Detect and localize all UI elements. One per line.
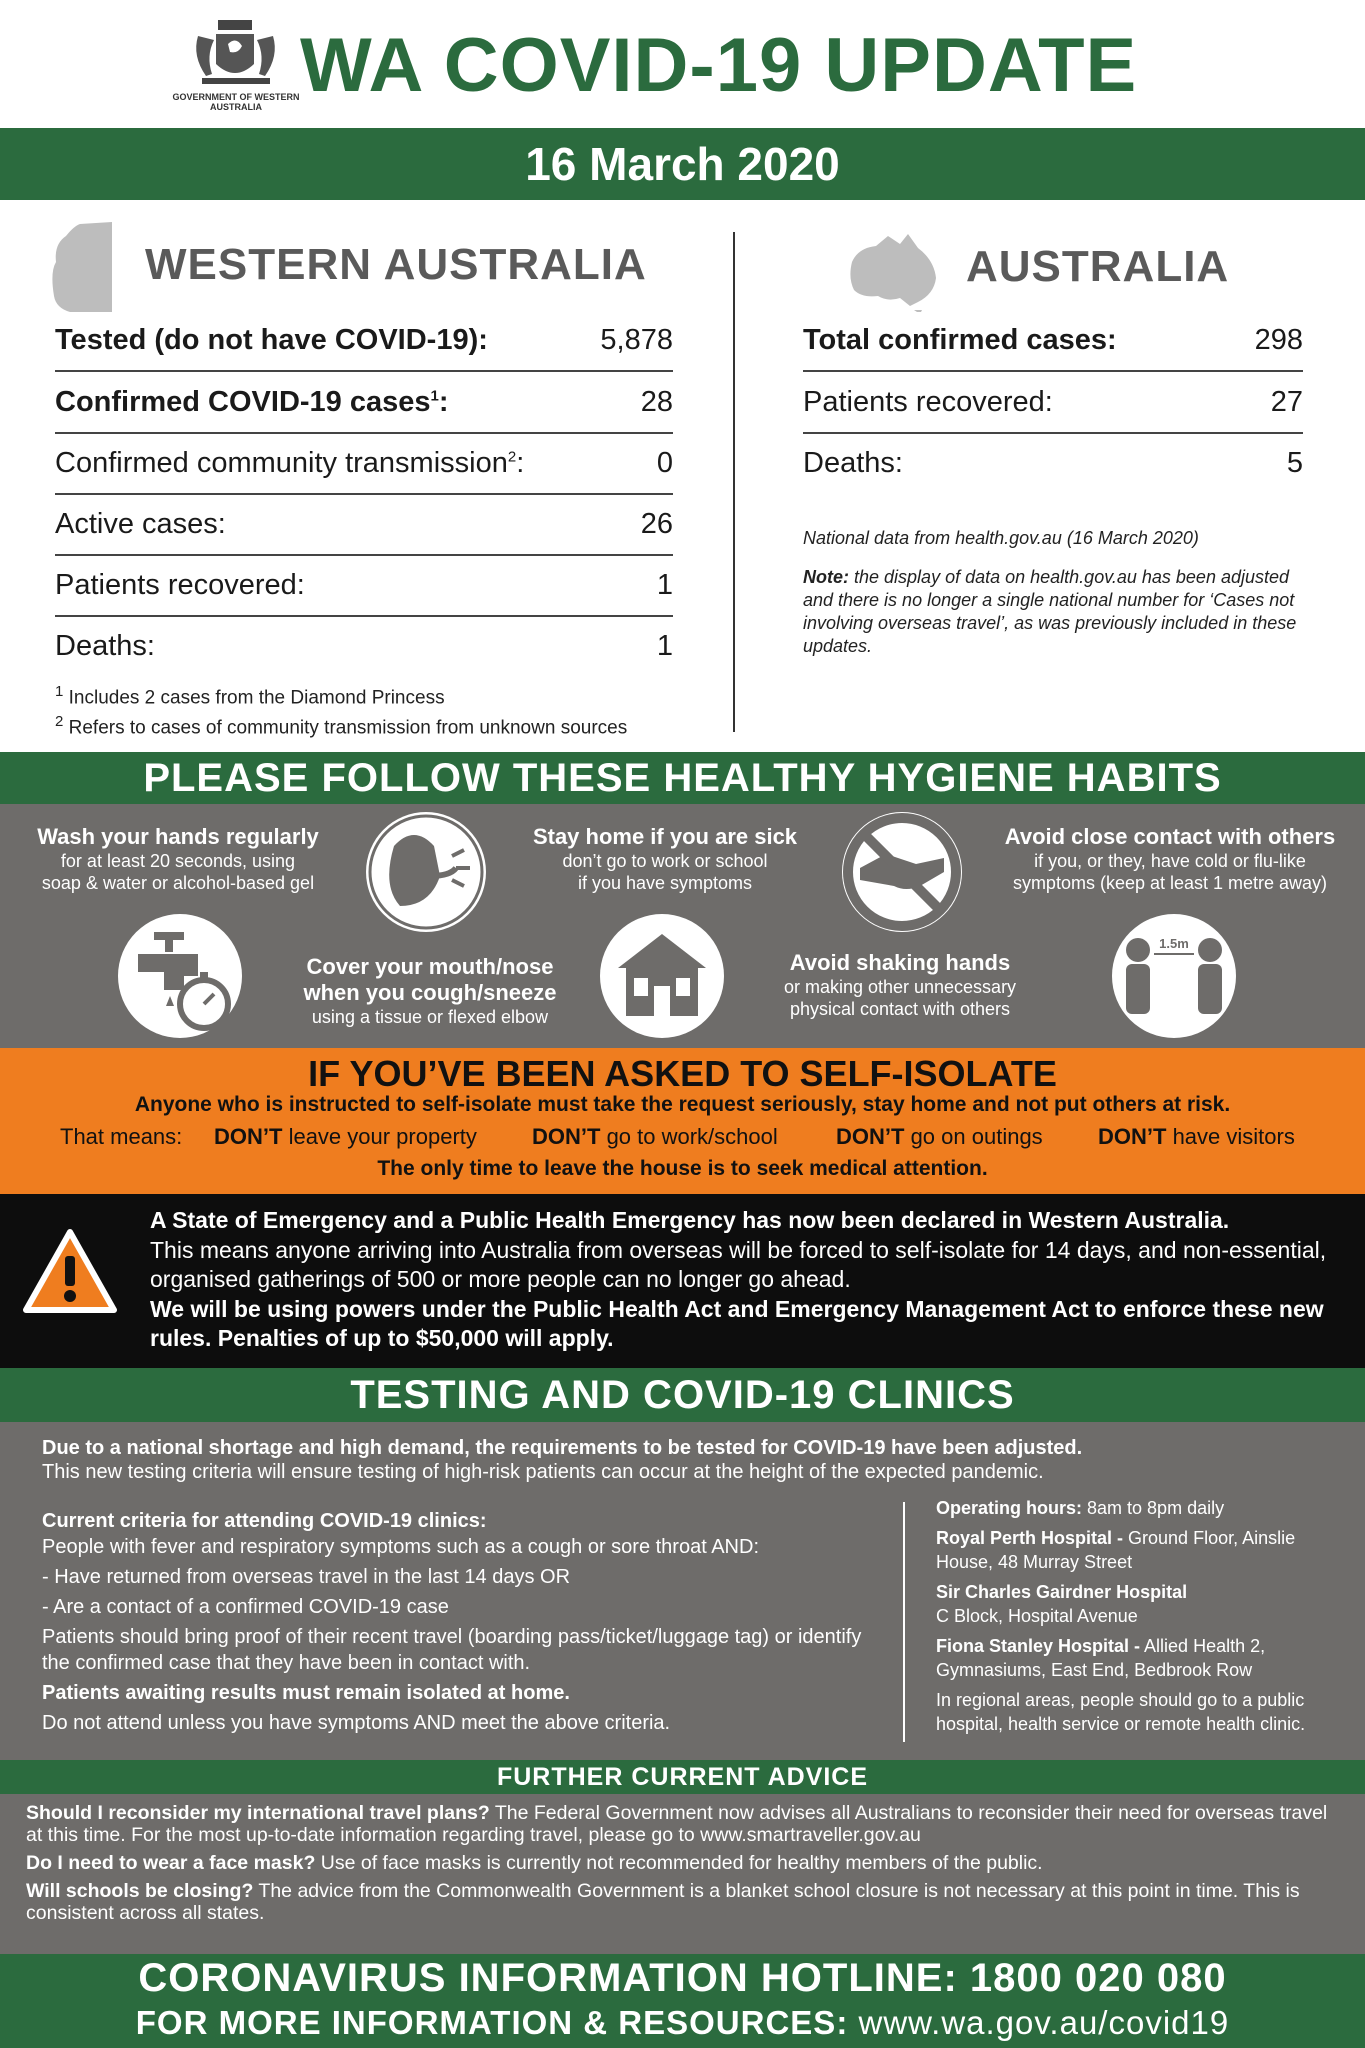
stat-value: 27: [1270, 385, 1303, 418]
dont-label: DON’T: [532, 1124, 601, 1149]
habit-heading: Cover your mouth/nose: [306, 954, 554, 979]
habit-sub: if you have symptoms: [577, 873, 753, 893]
stat-label-suffix: :: [438, 385, 449, 418]
habit-sub: symptoms (keep at least 1 metre away): [1012, 873, 1328, 893]
habit-heading: Wash your hands regularly: [37, 824, 319, 849]
footnote-mark: 1: [430, 386, 439, 404]
wa-stat-community: [55, 433, 673, 495]
self-isolate-only-time: The only time to leave the house is to seek medical attention.: [377, 1157, 988, 1180]
clinic-royal-perth: [936, 1526, 1346, 1574]
habit-heading: Avoid close contact with others: [1004, 824, 1336, 849]
dont-label: DON’T: [214, 1124, 283, 1149]
clinic-fiona-stanley: [936, 1634, 1346, 1682]
habit-heading: Avoid shaking hands: [789, 950, 1011, 975]
advice-item-mask: [26, 1852, 1346, 1874]
more-info-link[interactable]: www.wa.gov.au/covid19: [848, 2004, 1230, 2041]
habit-heading: when you cough/sneeze: [303, 980, 557, 1005]
distance-label: 1.5m: [1159, 936, 1189, 951]
testing-criteria: [42, 1508, 887, 1736]
habit-no-handshake: [740, 950, 1060, 1020]
emergency-line-1: A State of Emergency and a Public Health Emergency has now been declared in Western Australia.: [150, 1207, 1230, 1233]
stat-value: 1: [656, 568, 673, 601]
operating-hours: [936, 1496, 1346, 1520]
clinic-name: Royal Perth Hospital -: [936, 1528, 1124, 1548]
advice-question: Should I reconsider my international travel plans?: [26, 1802, 490, 1824]
footnote-1: [55, 680, 695, 710]
dont-item-outings: [836, 1124, 1043, 1150]
stat-label: Confirmed COVID-19 cases: [55, 385, 431, 418]
emergency-line-3: We will be using powers under the Public Health Act and Emergency Management Act to enforce these new rules. Penalties of up to $50,000 will apply.: [150, 1296, 1324, 1351]
criteria-line: Do not attend unless you have symptoms AND meet the above criteria.: [42, 1712, 671, 1734]
wa-stat-recovered: [55, 555, 673, 617]
criteria-line: - Have returned from overseas travel in the last 14 days OR: [42, 1566, 571, 1588]
stat-label: Deaths:: [55, 629, 155, 662]
means-label: That means:: [60, 1124, 183, 1149]
dont-text: go on outings: [904, 1124, 1043, 1149]
advice-answer: The advice from the Commonwealth Government is a blanket school closure is not necessary at this point in time. This is consistent across all states.: [26, 1880, 1300, 1924]
dont-item-work: [532, 1124, 778, 1150]
hotline-number: CORONAVIRUS INFORMATION HOTLINE: 1800 020 080: [138, 1956, 1227, 2000]
aus-stat-deaths: [803, 433, 1303, 493]
warning-icon: [22, 1228, 118, 1316]
dont-item-visitors: [1098, 1124, 1295, 1150]
advice-item-travel: [26, 1802, 1346, 1846]
footnote-text: Refers to cases of community transmission from unknown sources: [68, 717, 628, 739]
stat-label-suffix: :: [516, 446, 525, 479]
stat-label: Patients recovered:: [55, 568, 305, 601]
dont-text: leave your property: [282, 1124, 477, 1149]
more-info: [0, 2004, 1365, 2042]
wa-stat-active: [55, 494, 673, 556]
clinic-sir-charles: [936, 1580, 1346, 1628]
house-icon: [596, 910, 728, 1042]
stat-label: Tested (do not have COVID-19):: [55, 323, 488, 356]
stat-label: Total confirmed cases:: [803, 323, 1117, 356]
note-label: Note:: [803, 567, 849, 587]
habit-sub: soap & water or alcohol-based gel: [41, 873, 315, 893]
aus-stat-recovered: [803, 372, 1303, 434]
sneeze-icon: [360, 806, 492, 938]
more-info-label: FOR MORE INFORMATION & RESOURCES:: [135, 2004, 849, 2041]
aus-section-title: AUSTRALIA: [966, 242, 1230, 291]
dont-text: have visitors: [1166, 1124, 1295, 1149]
clinic-name: Sir Charles Gairdner Hospital: [936, 1582, 1188, 1602]
wa-section-title: WESTERN AUSTRALIA: [145, 240, 647, 289]
crest-label: GOVERNMENT OF WESTERN AUSTRALIA: [172, 92, 300, 112]
advice-question: Will schools be closing?: [26, 1880, 254, 1902]
emergency-text: [150, 1206, 1340, 1354]
testing-intro-bold: Due to a national shortage and high demand, the requirements to be tested for COVID-19 have been adjusted.: [42, 1437, 1083, 1459]
advice-item-schools: [26, 1880, 1346, 1924]
habit-avoid-contact: [990, 824, 1350, 894]
stat-label: Active cases:: [55, 507, 226, 540]
clinic-address: Ground Floor, Ainslie House, 48 Murray Street: [936, 1528, 1296, 1572]
tap-timer-icon: [114, 910, 246, 1042]
self-isolate-subtitle: Anyone who is instructed to self-isolate must take the request seriously, stay home and not put others at risk.: [134, 1093, 1231, 1116]
advice-answer: The Federal Government now advises all Australians to reconsider their need for overseas travel at this time. For the most up-to-date information regarding travel, please go to www.smartraveller.gov.au: [26, 1802, 1328, 1846]
dont-label: DON’T: [1098, 1124, 1167, 1149]
wa-stat-confirmed: [55, 372, 673, 434]
testing-bar: [0, 1368, 1365, 1422]
hygiene-bar: [0, 752, 1365, 804]
clinic-address: Allied Health 2, Gymnasiums, East End, Bedbrook Row: [936, 1636, 1266, 1680]
clinic-list: [936, 1496, 1346, 1742]
self-isolate-title: IF YOU’VE BEEN ASKED TO SELF-ISOLATE: [308, 1053, 1057, 1094]
habit-sub: for at least 20 seconds, using: [60, 851, 296, 871]
advice-text: [26, 1802, 1346, 1930]
clinic-name: Fiona Stanley Hospital -: [936, 1636, 1141, 1656]
criteria-title: Current criteria for attending COVID-19 clinics:: [42, 1510, 487, 1532]
habit-sub: if you, or they, have cold or flu-like: [1034, 851, 1306, 871]
advice-title: FURTHER CURRENT ADVICE: [496, 1763, 869, 1791]
hours-value: 8am to 8pm daily: [1082, 1498, 1225, 1518]
column-divider: [733, 232, 735, 732]
page-title: WA COVID-19 UPDATE: [300, 23, 1138, 108]
criteria-line: Patients should bring proof of their recent travel (boarding pass/ticket/luggage tag) or identify the confirmed case that they have been in contact with.: [42, 1626, 862, 1674]
date-bar: [0, 128, 1365, 200]
stat-value: 1: [656, 629, 673, 662]
criteria-line: Patients awaiting results must remain isolated at home.: [42, 1682, 570, 1704]
habit-cover-mouth: [270, 954, 590, 1028]
footnote-text: Includes 2 cases from the Diamond Princess: [68, 687, 445, 709]
advice-answer: Use of face masks is currently not recommended for healthy members of the public.: [315, 1852, 1043, 1874]
dont-text: go to work/school: [600, 1124, 778, 1149]
habit-sub: physical contact with others: [789, 999, 1011, 1019]
wa-footnotes: [55, 680, 695, 741]
testing-divider: [903, 1502, 905, 1742]
footnote-mark: 2: [55, 713, 64, 731]
stat-value: 298: [1254, 323, 1303, 356]
clinic-address: C Block, Hospital Avenue: [936, 1606, 1138, 1626]
habit-wash-hands: [18, 824, 338, 894]
habit-heading: Stay home if you are sick: [532, 824, 798, 849]
testing-intro-text: This new testing criteria will ensure testing of high-risk patients can occur at the height of the expected pandemic.: [42, 1461, 1044, 1483]
australia-map-icon: [848, 232, 940, 312]
criteria-line: People with fever and respiratory symptoms such as a cough or sore throat AND:: [42, 1536, 760, 1558]
footnote-2: [55, 710, 695, 740]
distance-icon: [1108, 910, 1240, 1042]
stat-label: Patients recovered:: [803, 385, 1053, 418]
stat-value: 5: [1286, 446, 1303, 479]
testing-intro: [42, 1436, 1332, 1484]
no-handshake-icon: [836, 806, 968, 938]
advice-bar: [0, 1760, 1365, 1794]
habit-sub: don’t go to work or school: [562, 851, 768, 871]
stat-label: Deaths:: [803, 446, 903, 479]
aus-stat-total: [803, 310, 1303, 372]
habit-sub: or making other unnecessary: [783, 977, 1017, 997]
update-date: 16 March 2020: [525, 138, 840, 190]
emergency-line-2: This means anyone arriving into Australia from overseas will be forced to self-isolate for 14 days, and non-essential, organised gatherings of 500 or more people can no longer go ahead.: [150, 1237, 1327, 1292]
wa-stat-deaths: [55, 616, 673, 676]
dont-label: DON’T: [836, 1124, 905, 1149]
habit-stay-home: [505, 824, 825, 894]
footnote-mark: 1: [55, 683, 64, 700]
note-text: the display of data on health.gov.au has been adjusted and there is no longer a single national number for ‘Cases not involving overseas travel’, as was previously included in these updates.: [803, 567, 1297, 656]
wa-stat-tested: [55, 310, 673, 372]
hygiene-title: PLEASE FOLLOW THESE HEALTHY HYGIENE HABITS: [143, 756, 1222, 800]
habit-sub: using a tissue or flexed elbow: [311, 1007, 549, 1027]
aus-note: [803, 566, 1323, 658]
wa-map-icon: [50, 222, 114, 314]
dont-item-property: [214, 1124, 477, 1150]
stat-value: 28: [640, 385, 673, 418]
testing-title: TESTING AND COVID-19 CLINICS: [350, 1373, 1015, 1417]
criteria-line: - Are a contact of a confirmed COVID-19 case: [42, 1596, 449, 1618]
aus-source: National data from health.gov.au (16 March 2020): [803, 528, 1199, 548]
hours-label: Operating hours:: [936, 1498, 1083, 1518]
stat-label: Confirmed community transmission: [55, 446, 508, 479]
regional-advice: In regional areas, people should go to a public hospital, health service or remote health clinic.: [936, 1690, 1306, 1734]
stat-value: 0: [656, 446, 673, 479]
stat-value: 26: [640, 507, 673, 540]
advice-question: Do I need to wear a face mask?: [26, 1852, 316, 1874]
footnote-mark: 2: [507, 447, 517, 465]
stat-value: 5,878: [600, 323, 673, 356]
